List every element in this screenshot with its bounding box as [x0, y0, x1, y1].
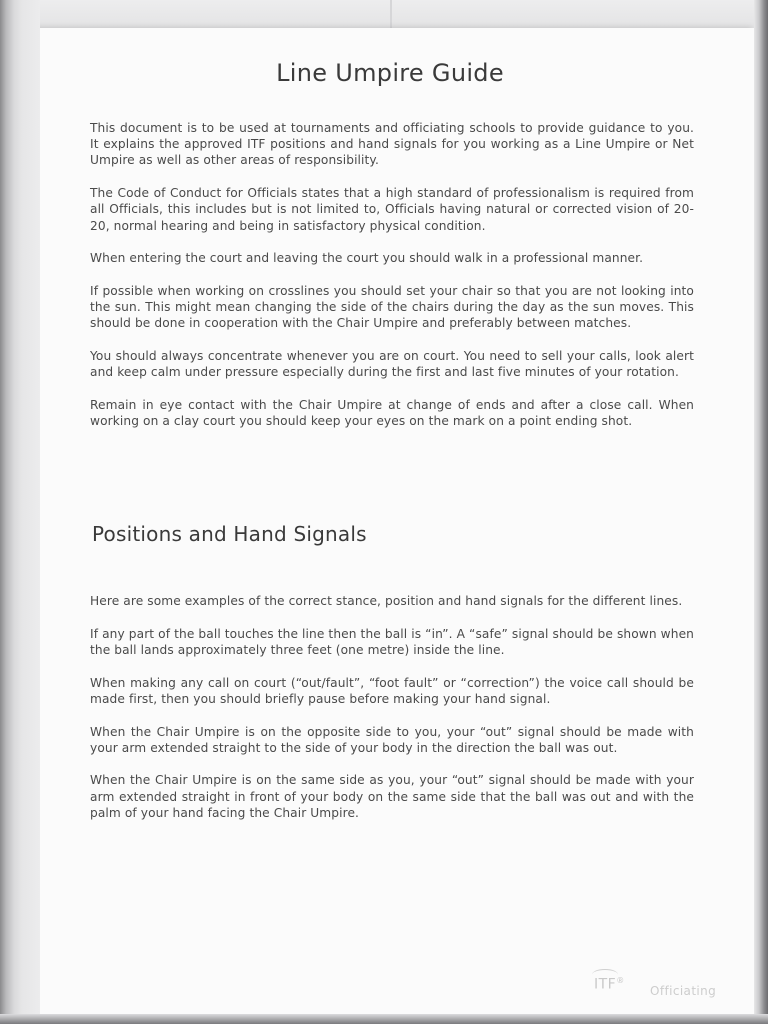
intro-paragraph: Remain in eye contact with the Chair Umpire at change of ends and after a close call. When working on a clay court you should keep your eyes on the mark on a point ending shot. — [90, 397, 694, 429]
intro-paragraph: When entering the court and leaving the court you should walk in a professional manner. — [90, 251, 644, 266]
intro-paragraph: You should always concentrate whenever you are on court. You need to sell your calls, look alert and keep calm under pressure especially during the first and last five minutes of your rotation. — [90, 349, 694, 380]
document-page — [22, 28, 754, 1016]
intro-section — [90, 120, 694, 446]
section-paragraph: When the Chair Umpire is on the same side as you, your “out” signal should be made with your arm extended straight in front of your body on the same side that the ball was out and with the palm of your hand facing the Chair Umpire. — [90, 773, 694, 820]
page-seam — [390, 0, 392, 30]
positions-section — [90, 593, 694, 838]
intro-paragraph: This document is to be used at tournaments and officiating schools to provide guidance to you. It explains the approved ITF positions and hand signals for you working as a Line Umpire or Net Umpire as well as other areas of responsibility. — [90, 121, 694, 168]
intro-paragraph: The Code of Conduct for Officials states that a high standard of professionalism is required from all Officials, this includes but is not limited to, Officials having natural or corrected vision of 20-20, normal hearing and being in satisfactory physical condition. — [90, 186, 694, 233]
page-title: Line Umpire Guide — [276, 59, 504, 87]
intro-paragraph: If possible when working on crosslines you should set your chair so that you are not looking into the sun. This might mean changing the side of the chairs during the day as the sun moves. This should be done in cooperation with the Chair Umpire and preferably between matches. — [90, 283, 694, 331]
binding-shadow — [0, 0, 40, 1024]
bottom-page-edge — [0, 1014, 768, 1024]
logo-arc-icon — [592, 969, 618, 980]
itf-logo — [594, 976, 625, 993]
section-paragraph: Here are some examples of the correct stance, position and hand signals for the different lines. — [90, 594, 683, 608]
section-heading: Positions and Hand Signals — [92, 522, 367, 546]
footer-tagline: Officiating — [650, 984, 717, 998]
underlying-page-edge — [0, 0, 768, 30]
right-page-edge — [754, 0, 768, 1024]
section-paragraph: If any part of the ball touches the line then the ball is “in”. A “safe” signal should be shown when the ball lands approximately three feet (one metre) inside the line. — [90, 626, 694, 657]
logo-text: ITF — [594, 976, 617, 993]
section-paragraph: When making any call on court (“out/fault”, “foot fault” or “correction”) the voice call should be made first, then you should briefly pause before making your hand signal. — [90, 675, 694, 706]
section-paragraph: When the Chair Umpire is on the opposite side to you, your “out” signal should be made with your arm extended straight to the side of your body in the direction the ball was out. — [90, 724, 694, 755]
registered-mark: ® — [616, 976, 625, 985]
